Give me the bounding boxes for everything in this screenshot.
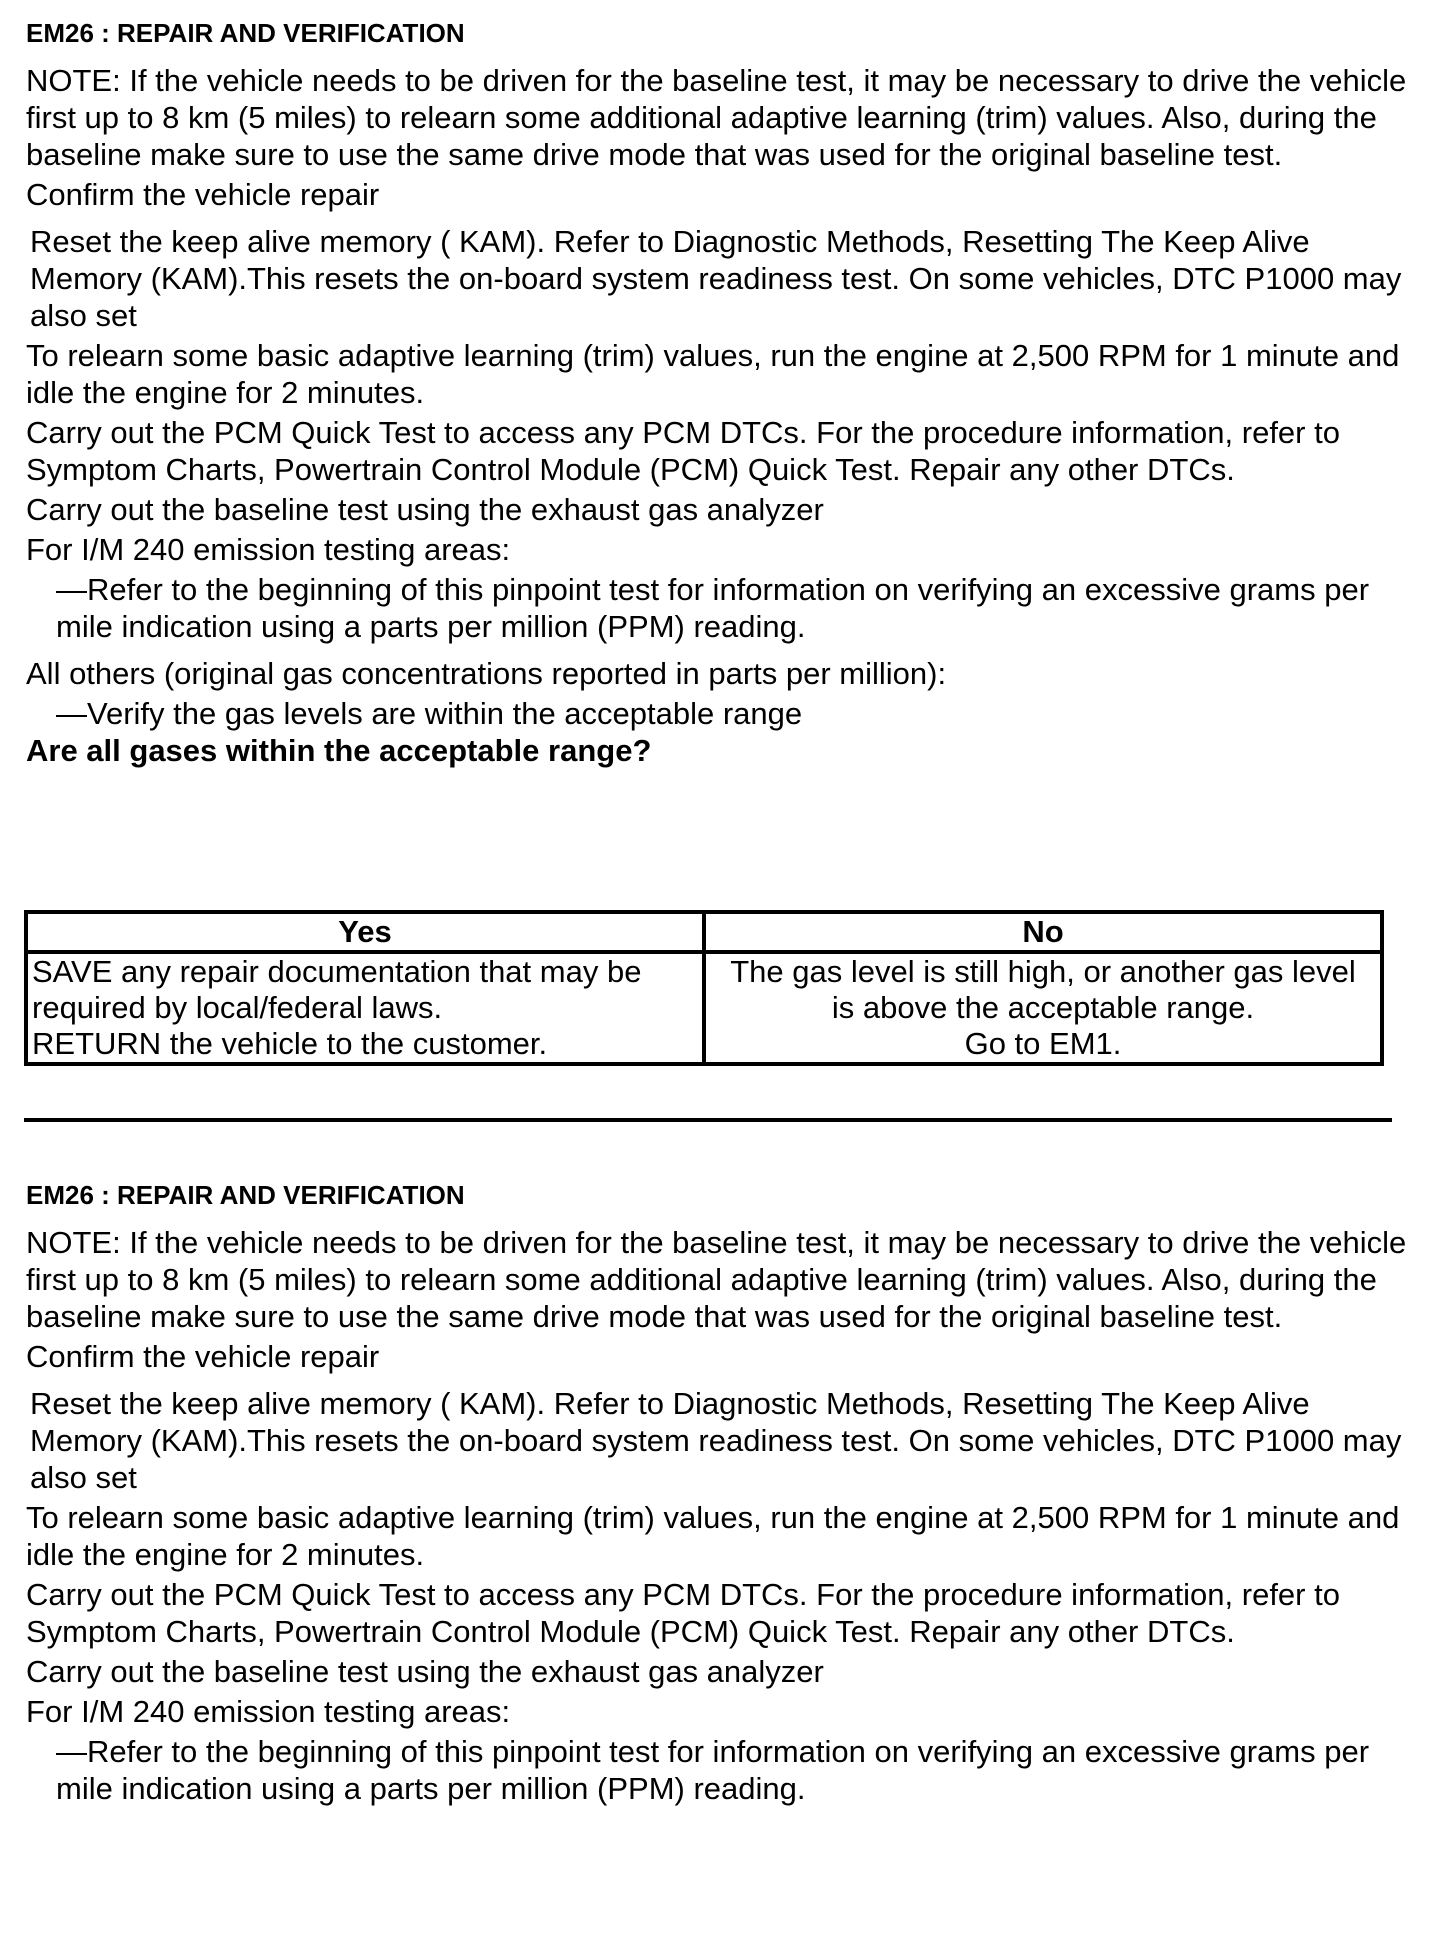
relearn-step: To relearn some basic adaptive learning (trim) values, run the engine at 2,500 RPM for 1 minute and idle the engine for 2 minutes. xyxy=(26,338,1400,410)
im240-heading: For I/M 240 emission testing areas: xyxy=(26,1694,511,1729)
no-line: The gas level is still high, or another gas level xyxy=(730,954,1356,989)
question: Are all gases within the acceptable range? xyxy=(26,733,652,768)
no-cell xyxy=(704,952,1382,1064)
quick-test-step: Carry out the PCM Quick Test to access any PCM DTCs. For the procedure information, refer to Symptom Charts, Powertrain Control Module (PCM) Quick Test. Repair any other DTCs. xyxy=(26,1577,1340,1649)
table-row xyxy=(26,952,1382,1064)
confirm-step: Confirm the vehicle repair xyxy=(26,1339,380,1374)
section-title: EM26 : REPAIR AND VERIFICATION xyxy=(26,1180,465,1210)
no-header: No xyxy=(704,912,1382,952)
reset-kam-step: Reset the keep alive memory ( KAM). Refer to Diagnostic Methods, Resetting The Keep Alive Memory (KAM).This resets the on-board system readiness test. On some vehicles, DTC P1000 may also set xyxy=(30,224,1402,333)
im240-heading: For I/M 240 emission testing areas: xyxy=(26,532,511,567)
yes-cell xyxy=(26,952,704,1064)
baseline-step: Carry out the baseline test using the exhaust gas analyzer xyxy=(26,1654,824,1689)
quick-test-step: Carry out the PCM Quick Test to access any PCM DTCs. For the procedure information, refer to Symptom Charts, Powertrain Control Module (PCM) Quick Test. Repair any other DTCs. xyxy=(26,415,1340,487)
others-heading: All others (original gas concentrations reported in parts per million): xyxy=(26,656,947,691)
no-line: is above the acceptable range. xyxy=(831,990,1255,1025)
confirm-step: Confirm the vehicle repair xyxy=(26,177,380,212)
no-line: Go to EM1. xyxy=(964,1026,1122,1061)
reset-kam-step: Reset the keep alive memory ( KAM). Refer to Diagnostic Methods, Resetting The Keep Alive Memory (KAM).This resets the on-board system readiness test. On some vehicles, DTC P1000 may also set xyxy=(30,1386,1402,1495)
yes-line: RETURN the vehicle to the customer. xyxy=(32,1026,548,1061)
note-paragraph: NOTE: If the vehicle needs to be driven for the baseline test, it may be necessary to drive the vehicle first up to 8 km (5 miles) to relearn some additional adaptive learning (trim) values. Also, during the baseline make sure to use the same drive mode that was used for the original baseline test. xyxy=(26,1225,1407,1334)
yes-line: required by local/federal laws. xyxy=(32,990,443,1025)
im240-detail: —Refer to the beginning of this pinpoint test for information on verifying an excessive grams per mile indication using a parts per million (PPM) reading. xyxy=(56,572,1370,644)
section-em26-first xyxy=(24,18,1414,769)
others-detail: —Verify the gas levels are within the acceptable range xyxy=(56,696,803,731)
baseline-step: Carry out the baseline test using the exhaust gas analyzer xyxy=(26,492,824,527)
im240-detail: —Refer to the beginning of this pinpoint test for information on verifying an excessive grams per mile indication using a parts per million (PPM) reading. xyxy=(56,1734,1370,1806)
note-paragraph: NOTE: If the vehicle needs to be driven for the baseline test, it may be necessary to drive the vehicle first up to 8 km (5 miles) to relearn some additional adaptive learning (trim) values. Also, during the baseline make sure to use the same drive mode that was used for the original baseline test. xyxy=(26,63,1407,172)
yes-line: SAVE any repair documentation that may be xyxy=(32,954,642,989)
yes-no-table xyxy=(24,910,1384,1066)
table-header-row xyxy=(26,912,1382,952)
yes-header: Yes xyxy=(26,912,704,952)
section-title: EM26 : REPAIR AND VERIFICATION xyxy=(26,18,465,48)
section-em26-second xyxy=(24,1180,1414,1807)
relearn-step: To relearn some basic adaptive learning (trim) values, run the engine at 2,500 RPM for 1 minute and idle the engine for 2 minutes. xyxy=(26,1500,1400,1572)
section-divider xyxy=(24,1118,1392,1122)
